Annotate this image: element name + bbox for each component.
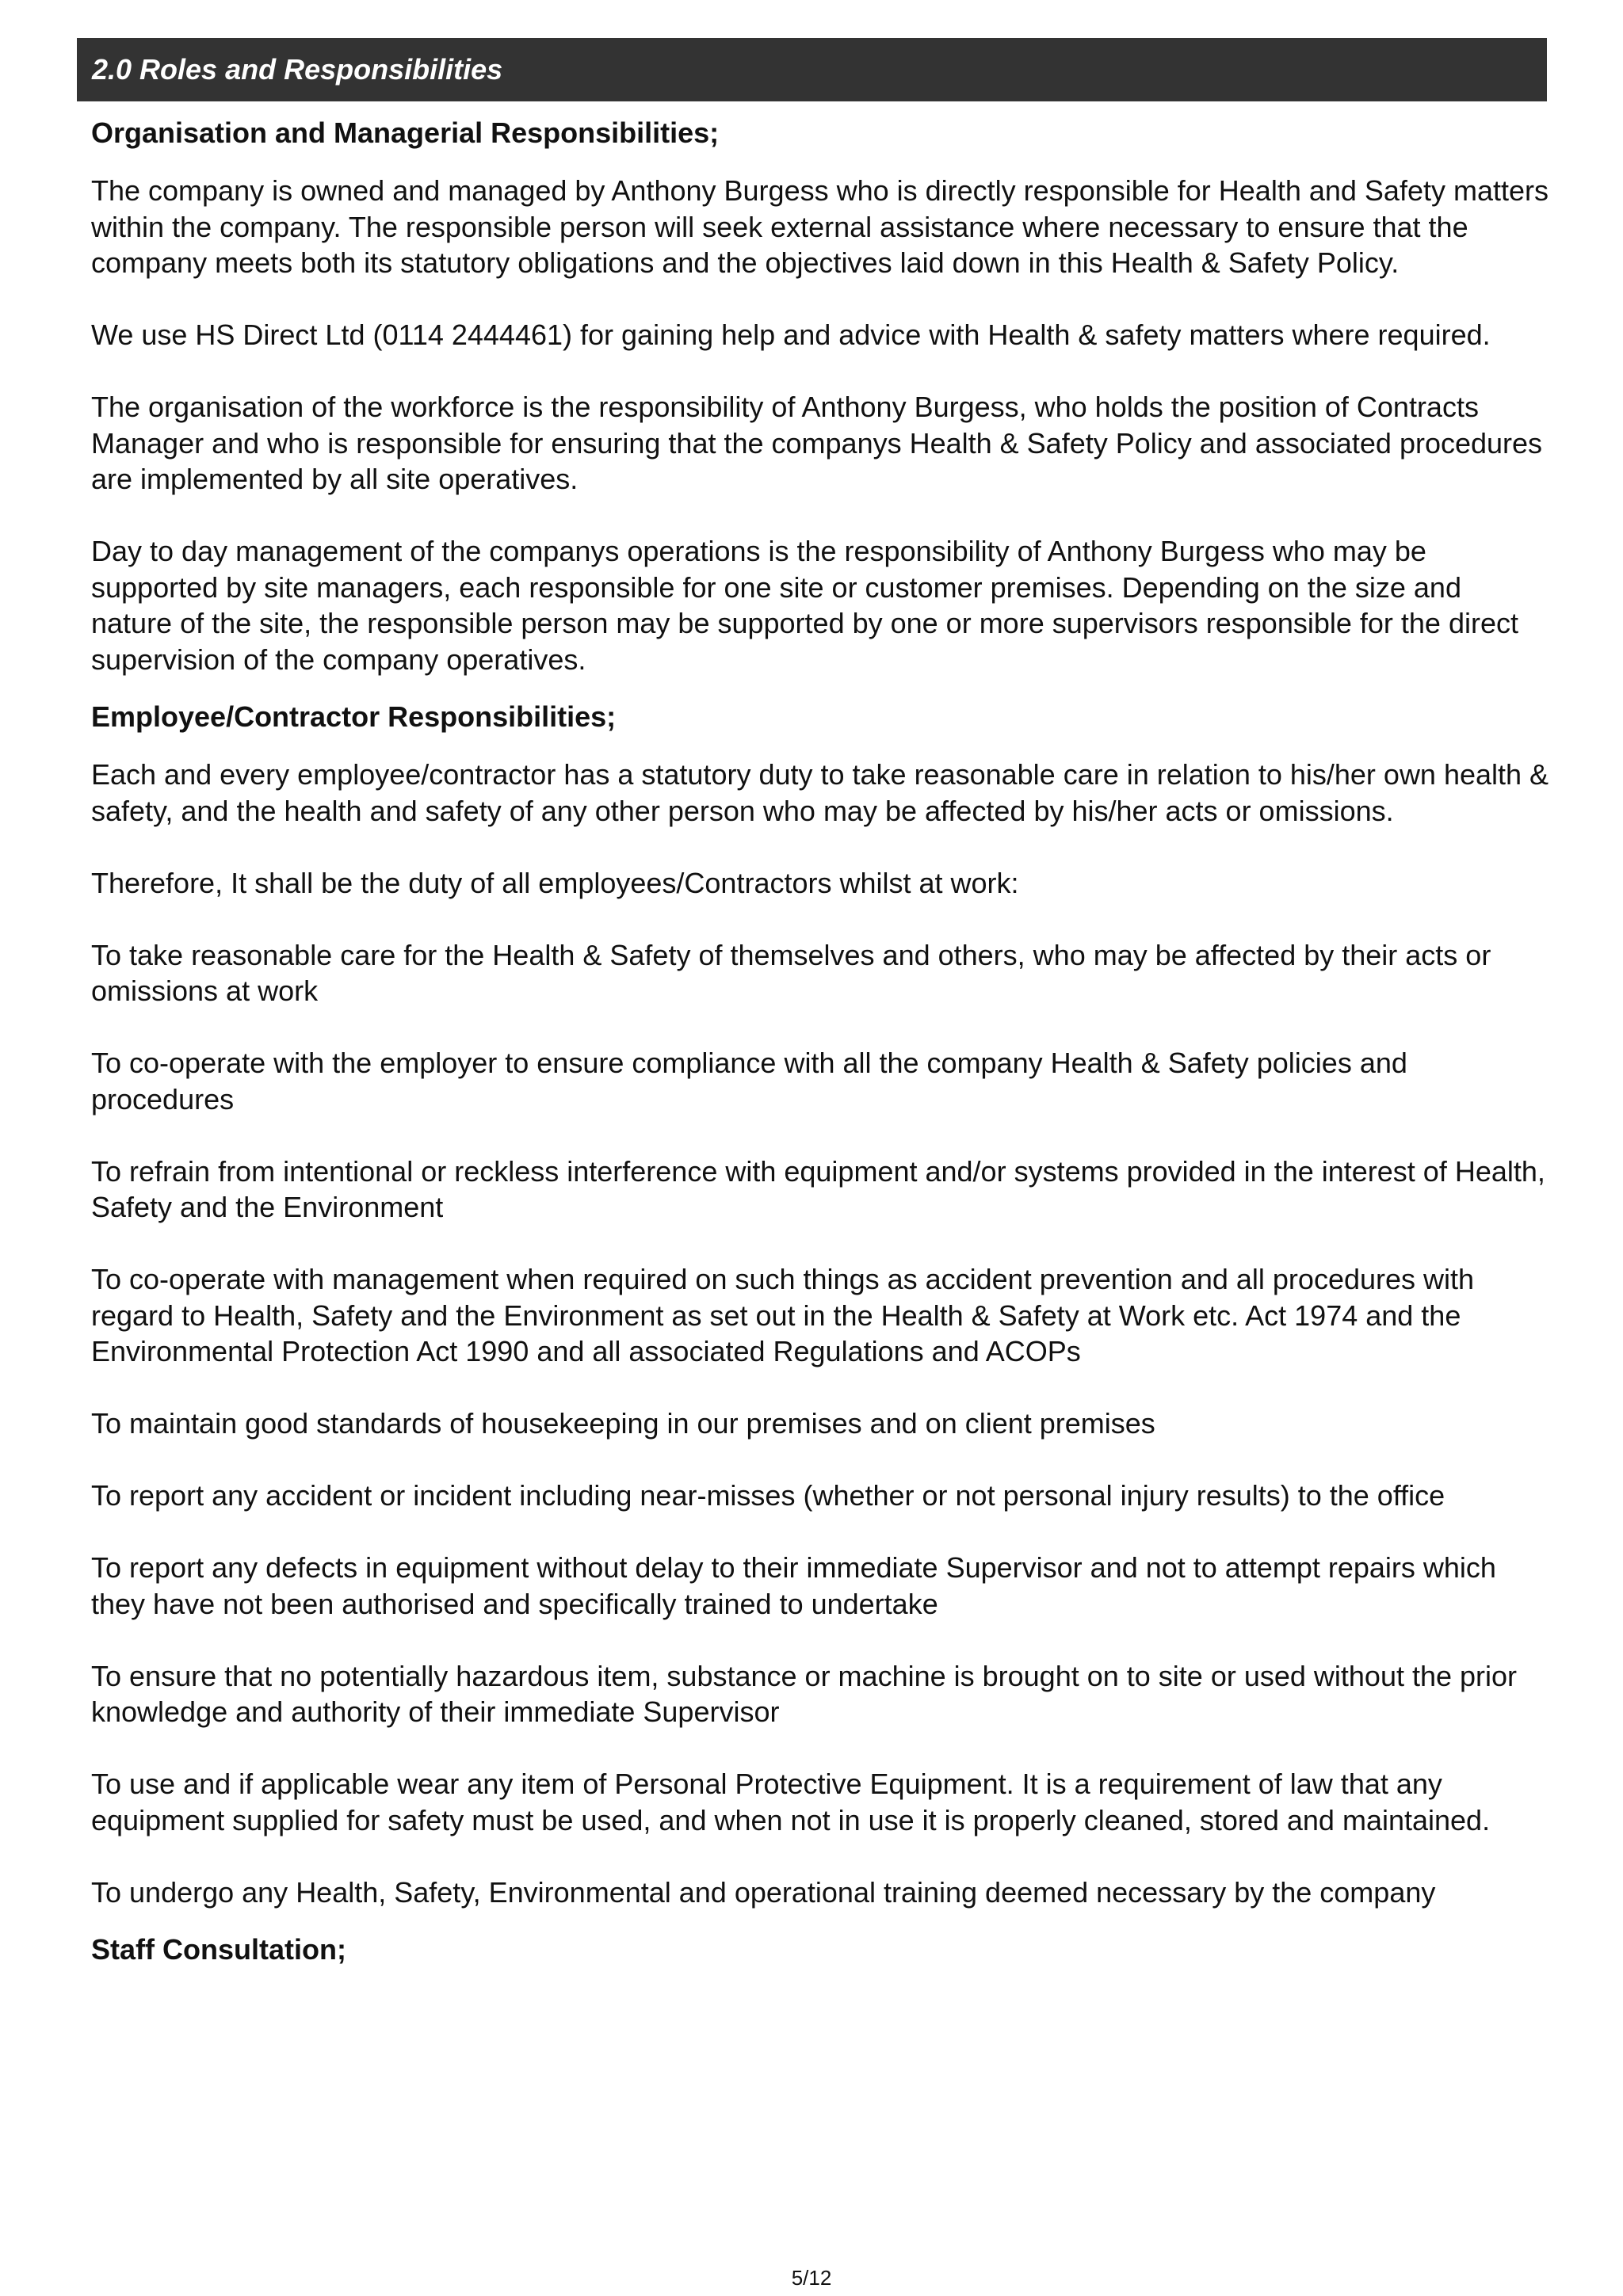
- section-title: 2.0 Roles and Responsibilities: [92, 53, 503, 86]
- organisation-heading: Organisation and Managerial Responsibilities;: [91, 116, 720, 149]
- duty-item: To report any defects in equipment without delay to their immediate Supervisor and not to attempt repairs which they have not been authorised and specifically trained to undertake: [91, 1551, 1496, 1620]
- duty-item: To co-operate with management when required on such things as accident prevention and all procedures with regard to Health, Safety and the Environment as set out in the Health & Safety at Work etc. Act 1974 and the Environmental Protection Act 1990 and all associated Regulations and ACOPs: [91, 1263, 1475, 1367]
- employee-paragraph: Therefore, It shall be the duty of all employees/Contractors whilst at work:: [91, 866, 1019, 899]
- employee-paragraph: Each and every employee/contractor has a statutory duty to take reasonable care in relation to his/her own health & safety, and the health and safety of any other person who may be affected by his/her acts or omissions.: [91, 758, 1549, 827]
- employee-heading: Employee/Contractor Responsibilities;: [91, 700, 617, 733]
- organisation-paragraph: The organisation of the workforce is the responsibility of Anthony Burgess, who holds the position of Contracts Manager and who is responsible for ensuring that the companys Health & Safety Policy and associated procedures are implemented by all site operatives.: [91, 391, 1543, 495]
- page-content: [91, 111, 1549, 1972]
- duty-item: To ensure that no potentially hazardous item, substance or machine is brought on to site or used without the prior knowledge and authority of their immediate Supervisor: [91, 1659, 1518, 1728]
- staff-consultation-heading: Staff Consultation;: [91, 1933, 346, 1966]
- duty-item: To use and if applicable wear any item of Personal Protective Equipment. It is a requirement of law that any equipment supplied for safety must be used, and when not in use it is properly cleaned, stored and maintained.: [91, 1768, 1491, 1836]
- duty-item: To co-operate with the employer to ensure compliance with all the company Health & Safety policies and procedures: [91, 1047, 1407, 1116]
- organisation-paragraph: The company is owned and managed by Anthony Burgess who is directly responsible for Health and Safety matters within the company. The responsible person will seek external assistance where necessary to ensure that the company meets both its statutory obligations and the objectives laid down in this Health & Safety Policy.: [91, 174, 1549, 279]
- duty-item: To maintain good standards of housekeeping in our premises and on client premises: [91, 1407, 1155, 1440]
- duty-item: To take reasonable care for the Health & Safety of themselves and others, who may be affected by their acts or omissions at work: [91, 938, 1491, 1007]
- section-header-bar: [77, 38, 1547, 101]
- organisation-paragraph: Day to day management of the companys operations is the responsibility of Anthony Burgess who may be supported by site managers, each responsible for one site or customer premises. Depending on the size and nature of the site, the responsible person may be supported by one or more supervisors responsible for the direct supervision of the company operatives.: [91, 535, 1518, 676]
- duty-item: To refrain from intentional or reckless interference with equipment and/or systems provided in the interest of Health, Safety and the Environment: [91, 1154, 1545, 1223]
- page-number: 5/12: [791, 2266, 832, 2290]
- duty-item: To report any accident or incident including near-misses (whether or not personal injury results) to the office: [91, 1479, 1445, 1512]
- organisation-paragraph: We use HS Direct Ltd (0114 2444461) for gaining help and advice with Health & safety matters where required.: [91, 318, 1491, 351]
- duty-item: To undergo any Health, Safety, Environmental and operational training deemed necessary by the company: [91, 1875, 1436, 1909]
